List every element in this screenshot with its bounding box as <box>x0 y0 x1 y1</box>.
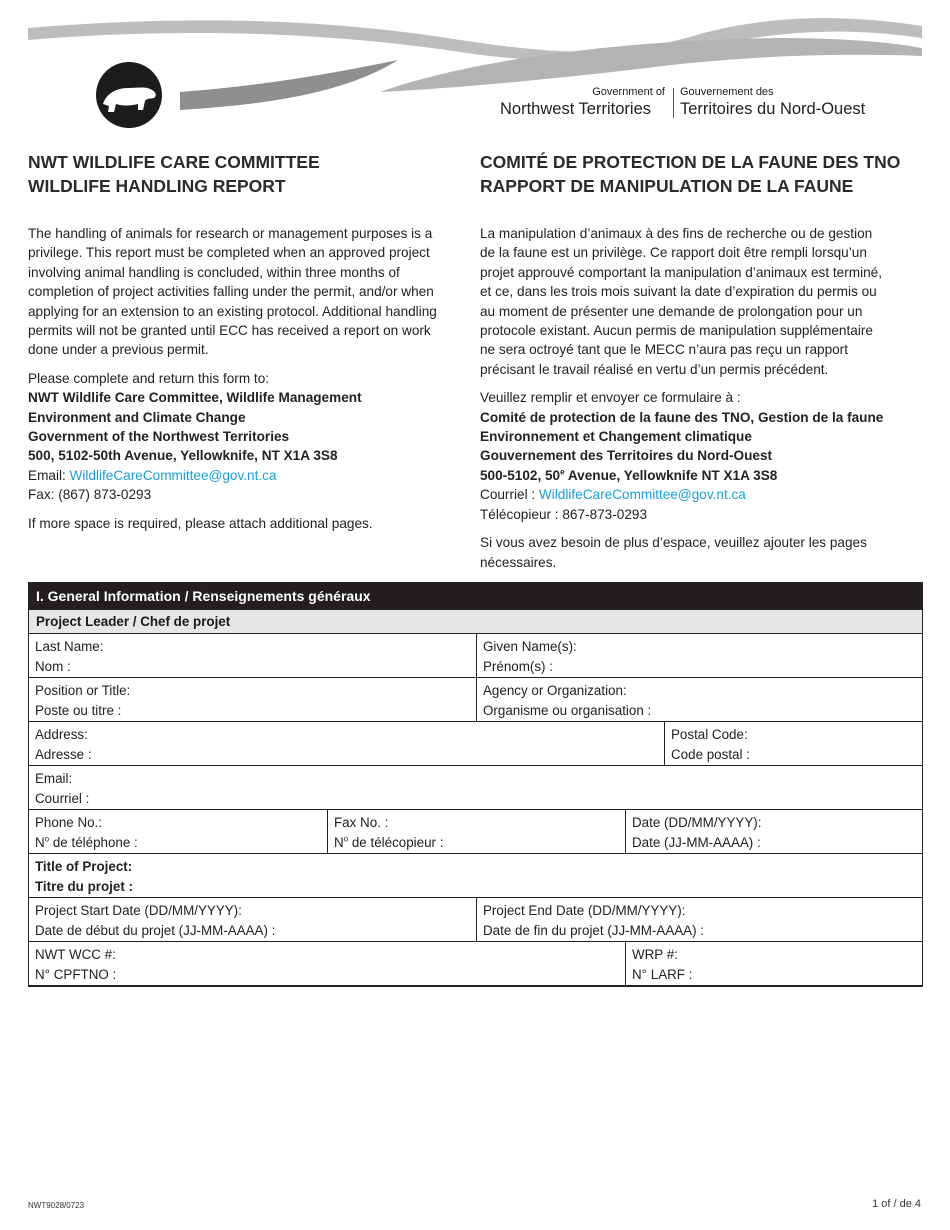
email-link[interactable]: WildlifeCareCommittee@gov.nt.ca <box>69 467 277 483</box>
subsection-header: Project Leader / Chef de projet <box>29 609 922 633</box>
address-pre: 500-5102, 50 <box>480 467 561 483</box>
no-prefix: N <box>334 834 344 850</box>
field-label-fr <box>334 833 619 853</box>
intro-paragraph <box>480 224 920 379</box>
field-label: Adresse : <box>35 746 92 762</box>
postal-code-field[interactable] <box>664 722 922 765</box>
field-label: Date (DD/MM/YYYY): <box>632 815 762 830</box>
field-label: Prénom(s) : <box>483 658 553 674</box>
title-fr-line-2: RAPPORT DE MANIPULATION DE LA FAUNE <box>480 176 854 196</box>
field-label: Code postal : <box>671 746 750 762</box>
fax-line: Fax: (867) 873-0293 <box>28 487 152 503</box>
form-row <box>29 677 922 721</box>
return-intro: Please complete and return this form to: <box>28 370 270 386</box>
return-intro: Veuillez remplir et envoyer ce formulaire à : <box>480 390 741 406</box>
address-line: Environnement et Changement climatique <box>480 429 752 445</box>
no-sup: o <box>343 834 349 844</box>
gov-divider <box>673 88 674 118</box>
field-label: Given Name(s): <box>483 639 577 654</box>
end-date-field[interactable] <box>476 898 922 941</box>
title-en-line-1: NWT WILDLIFE CARE COMMITTEE <box>28 152 320 172</box>
field-label: Titre du projet : <box>35 878 133 894</box>
page-title-french <box>480 150 900 198</box>
intro-line: permits will not be granted until ECC has received a report on work <box>28 323 431 339</box>
email-field[interactable] <box>29 766 922 809</box>
field-label: Date de fin du projet (JJ-MM-AAAA) : <box>483 922 705 938</box>
field-label: Nom : <box>35 658 71 674</box>
form-row <box>29 941 922 985</box>
field-label: Fax No. : <box>334 815 389 830</box>
field-label: Courriel : <box>35 790 90 806</box>
more-space-note <box>480 533 920 572</box>
address-post: Avenue, Yellowknife NT X1A 3S8 <box>564 467 778 483</box>
intro-paragraph <box>28 224 468 360</box>
section-header: I. General Information / Renseignements généraux <box>29 583 922 609</box>
form-row <box>29 897 922 941</box>
given-names-field[interactable] <box>476 634 922 677</box>
gov-en-small: Government of <box>592 86 665 98</box>
start-date-field[interactable] <box>29 898 476 941</box>
more-space-note: If more space is required, please attach additional pages. <box>28 515 373 531</box>
address-field[interactable] <box>29 722 664 765</box>
title-fr-line-1: COMITÉ DE PROTECTION DE LA FAUNE DES TNO <box>480 152 901 172</box>
intro-line: privilege. This report must be completed when an approved project <box>28 245 430 261</box>
return-instructions <box>28 369 468 505</box>
intro-line: protocole existant. Aucun permis de manipulation supplémentaire <box>480 323 873 339</box>
intro-line: au moment de présenter une demande de prolongation pour un <box>480 303 863 319</box>
wrp-number-field[interactable] <box>625 942 922 985</box>
field-label: Email: <box>35 771 73 786</box>
intro-line: The handling of animals for research or management purposes is a <box>28 226 433 241</box>
field-label: Postal Code: <box>671 727 748 742</box>
form-row <box>29 853 922 897</box>
form-code: NWT9028/0723 <box>28 1201 85 1210</box>
no-prefix: N <box>35 834 45 850</box>
title-en-line-2: WILDLIFE HANDLING REPORT <box>28 176 286 196</box>
field-label: Project Start Date (DD/MM/YYYY): <box>35 903 242 918</box>
intro-line: projet approuvé comportant la manipulation d’animaux est terminé, <box>480 264 882 280</box>
field-label: Date de début du projet (JJ-MM-AAAA) : <box>35 922 276 938</box>
phone-fr: de téléphone : <box>52 834 138 850</box>
form-row <box>29 765 922 809</box>
email-line <box>28 466 468 485</box>
last-name-field[interactable] <box>29 634 476 677</box>
email-label: Courriel : <box>480 487 539 503</box>
field-label: Date (JJ-MM-AAAA) : <box>632 834 761 850</box>
intro-line: et ce, dans les trois mois suivant la date d’expiration du permis ou <box>480 284 877 300</box>
field-label: N° LARF : <box>632 966 693 982</box>
more-space-line: Si vous avez besoin de plus d’espace, veuillez ajouter les pages <box>480 535 867 551</box>
address-line: Gouvernement des Territoires du Nord-Ouest <box>480 448 773 464</box>
gov-fr-big: Territoires du Nord-Ouest <box>680 100 866 118</box>
field-label: Position or Title: <box>35 683 131 698</box>
intro-line: applying for an extension to an existing protocol. Additional handling <box>28 303 437 319</box>
agency-field[interactable] <box>476 678 922 721</box>
field-label-fr <box>35 833 321 853</box>
date-field[interactable] <box>625 810 922 853</box>
gov-name-english <box>500 86 665 119</box>
email-link[interactable]: WildlifeCareCommittee@gov.nt.ca <box>538 487 746 503</box>
field-label: NWT WCC #: <box>35 947 116 962</box>
gov-name-french <box>680 86 865 119</box>
field-label: Title of Project: <box>35 859 133 874</box>
intro-english <box>28 224 468 542</box>
email-line <box>480 485 920 504</box>
field-label: Project End Date (DD/MM/YYYY): <box>483 903 686 918</box>
intro-line: de la faune est un privilège. Ce rapport doit être rempli lorsqu’un <box>480 245 867 261</box>
no-sup: o <box>44 834 50 844</box>
page-title-english <box>28 150 320 198</box>
field-label: WRP #: <box>632 947 678 962</box>
intro-line: involving animal handling is concluded, within three months of <box>28 264 400 280</box>
middle-swoosh <box>180 60 398 110</box>
intro-line: completion of project activities falling under the permit, and/or when <box>28 284 434 300</box>
email-label: Email: <box>28 467 70 483</box>
wcc-number-field[interactable] <box>29 942 625 985</box>
form-row <box>29 721 922 765</box>
page-number: 1 of / de 4 <box>872 1198 921 1210</box>
return-instructions <box>480 388 920 524</box>
address-line: Government of the Northwest Territories <box>28 429 290 445</box>
fax-fr: de télécopieur : <box>351 834 444 850</box>
project-title-field[interactable] <box>29 854 922 897</box>
field-label: Phone No.: <box>35 815 102 830</box>
field-label: Last Name: <box>35 639 104 654</box>
fax-field[interactable] <box>327 810 625 853</box>
address-sup: e <box>560 467 565 477</box>
gov-fr-small: Gouvernement des <box>680 86 774 98</box>
field-label: Organisme ou organisation : <box>483 702 652 718</box>
bear-logo-icon <box>96 62 162 128</box>
address-line: NWT Wildlife Care Committee, Wildlife Management <box>28 390 362 406</box>
address-line: Comité de protection de la faune des TNO, Gestion de la faune <box>480 409 884 425</box>
field-label: Poste ou titre : <box>35 702 122 718</box>
form-row <box>29 633 922 677</box>
fax-line: Télécopieur : 867-873-0293 <box>480 506 648 522</box>
gov-en-big: Northwest Territories <box>500 100 651 118</box>
field-label: Address: <box>35 727 88 742</box>
general-information-form <box>28 582 923 987</box>
field-label: N° CPFTNO : <box>35 966 117 982</box>
address-line: Environment and Climate Change <box>28 409 246 425</box>
intro-line: done under a previous permit. <box>28 342 209 358</box>
field-label: Agency or Organization: <box>483 683 627 698</box>
intro-french <box>480 224 920 581</box>
phone-field[interactable] <box>29 810 327 853</box>
position-field[interactable] <box>29 678 476 721</box>
address-line: 500, 5102-50th Avenue, Yellowknife, NT X1A 3S8 <box>28 448 338 464</box>
intro-line: ne sera octroyé tant que le MECC n’aura pas reçu un rapport <box>480 342 848 358</box>
intro-line: précisant le travail réalisé en vertu d’un permis précédent. <box>480 361 829 377</box>
intro-line: La manipulation d’animaux à des fins de recherche ou de gestion <box>480 226 873 241</box>
form-row <box>29 809 922 853</box>
more-space-line: nécessaires. <box>480 554 557 570</box>
address-line <box>480 466 920 485</box>
